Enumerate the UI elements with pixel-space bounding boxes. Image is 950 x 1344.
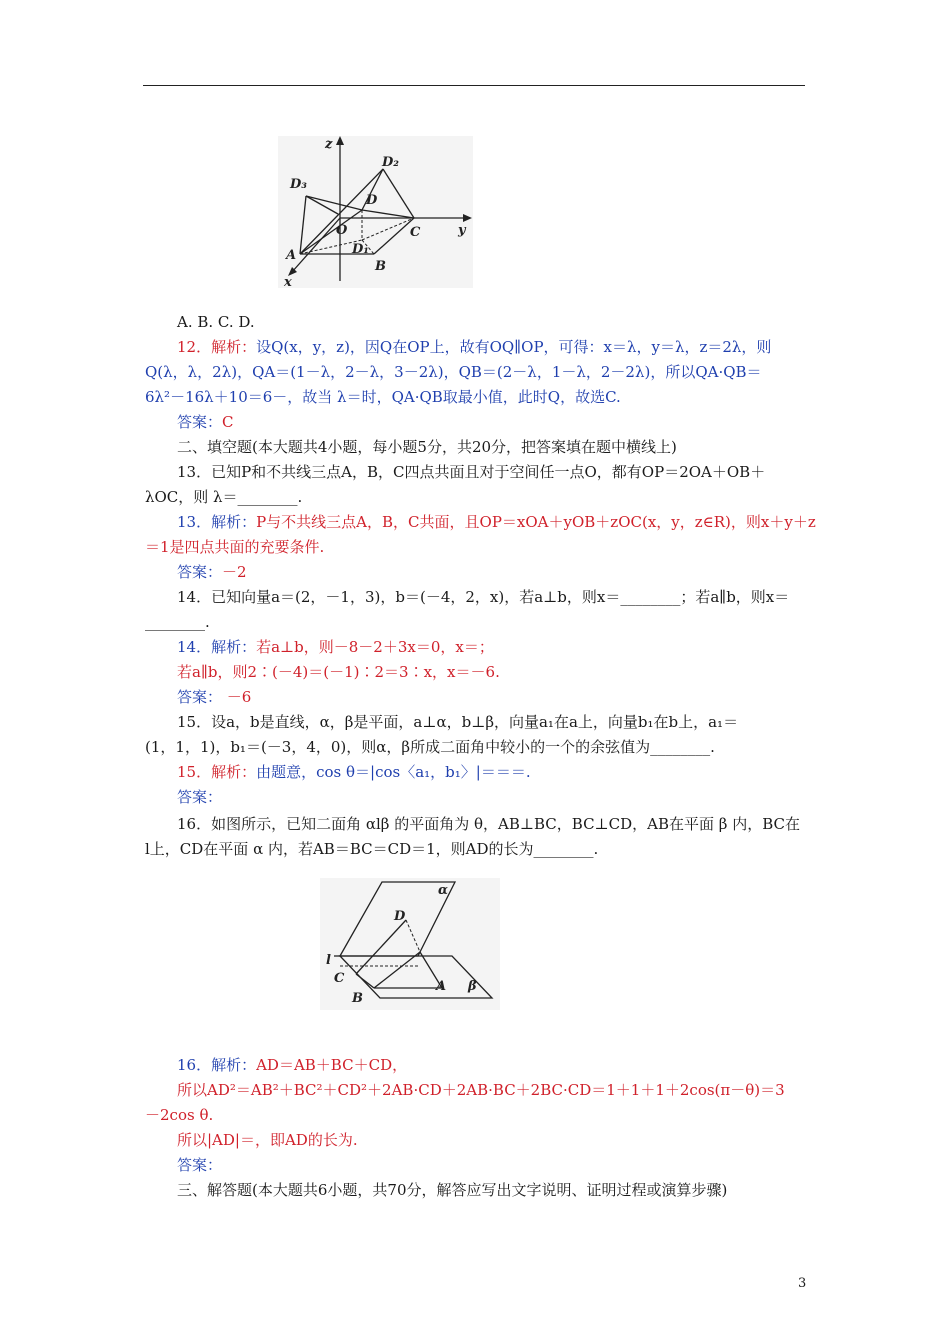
line-q12-answer: 答案：C xyxy=(177,413,234,431)
line-q13-analysis: 13．解析：P与不共线三点A，B，C共面，且OP＝xOA＋yOB＋zOC(x，y，z∈R)，则x＋y＋z xyxy=(177,513,816,531)
line-q15-analysis: 15．解析：由题意，cos θ＝|cos〈a₁，b₁〉|＝＝＝. xyxy=(177,763,531,781)
line-q16-cont2: －2cos θ. xyxy=(145,1106,214,1124)
line-q15-answer: 答案： xyxy=(177,788,223,806)
line-q14-analysis: 14．解析：若a⊥b，则－8－2＋3x＝0，x＝； xyxy=(177,638,494,656)
fig1-label-d2: D₂ xyxy=(382,155,399,170)
line-q12-cont1: Q(λ，λ，2λ)，QA＝(1－λ，2－λ，3－2λ)，QB＝(2－λ，1－λ，2－2λ)，所以QA·QB＝ xyxy=(145,363,762,381)
line-q16: 16．如图所示，已知二面角 αlβ 的平面角为 θ，AB⊥BC，BC⊥CD，AB在平面 β 内，BC在 xyxy=(177,815,800,833)
fig2-label-beta: β xyxy=(468,979,477,994)
fig2-label-l: l xyxy=(326,953,331,968)
line-q16-answer: 答案： xyxy=(177,1156,223,1174)
fig2-label-a: A xyxy=(436,979,447,994)
line-q15: 15．设a，b是直线，α，β是平面，a⊥α，b⊥β，向量a₁在a上，向量b₁在b上，a₁＝ xyxy=(177,713,739,731)
line-q13-cont: λOC，则 λ＝________. xyxy=(145,488,303,506)
line-q13-answer: 答案：－2 xyxy=(177,563,247,581)
fig1-label-o: O xyxy=(336,223,348,238)
line-q13-cont2: ＝1是四点共面的充要条件. xyxy=(145,538,325,556)
line-q12-cont2: 6λ²－16λ＋10＝6－，故当 λ＝时，QA·QB取最小值，此时Q，故选C. xyxy=(145,388,621,406)
fig1-label-y: y xyxy=(458,223,466,238)
figure-dihedral-angle xyxy=(320,878,500,1010)
fig2-label-b: B xyxy=(352,991,363,1006)
fig1-label-z: z xyxy=(325,137,333,152)
line-q13: 13．已知P和不共线三点A，B，C四点共面且对于空间任一点O，都有OP＝2OA＋OB＋ xyxy=(177,463,766,481)
fig1-label-d1: D₁ xyxy=(352,242,369,257)
fig2-label-c: C xyxy=(334,971,345,986)
line-q12-analysis: 12．解析：设Q(x，y，z)，因Q在OP上，故有OQ∥OP，可得：x＝λ，y＝λ，z＝2λ，则 xyxy=(177,338,772,356)
fig2-label-alpha: α xyxy=(438,883,449,898)
fig1-label-x: x xyxy=(284,275,292,288)
line-q14-answer: 答案： －6 xyxy=(177,688,252,706)
line-q16-cont1: 所以AD²＝AB²＋BC²＋CD²＋2AB·CD＋2AB·BC＋2BC·CD＝1＋1＋1＋2cos(π－θ)＝3 xyxy=(177,1081,785,1099)
line-q16-cont: l上，CD在平面 α 内，若AB＝BC＝CD＝1，则AD的长为________. xyxy=(145,840,599,858)
fig2-label-d: D xyxy=(394,909,406,924)
line-q16-cont3: 所以|AD|＝，即AD的长为. xyxy=(177,1131,358,1149)
fig1-label-b: B xyxy=(375,259,386,274)
line-q14-cont: ________. xyxy=(145,613,210,631)
line-q14-cont2: 若a∥b，则2∶(－4)＝(－1)∶2＝3∶x，x＝－6. xyxy=(177,663,500,681)
fig1-label-d3: D₃ xyxy=(290,177,307,192)
fig1-label-d: D xyxy=(366,193,378,208)
line-q14: 14．已知向量a＝(2，－1，3)，b＝(－4，2，x)，若a⊥b，则x＝________；若a∥b，则x＝ xyxy=(177,588,790,606)
line-q16-analysis: 16．解析：AD＝AB＋BC＋CD， xyxy=(177,1056,408,1074)
page-number: 3 xyxy=(798,1276,807,1291)
choice-options: A. B. C. D. xyxy=(177,313,255,331)
line-q15-cont: (1，1，1)，b₁＝(－3，4，0)，则α，β所成二面角中较小的一个的余弦值为________. xyxy=(145,738,715,756)
line-section3-heading: 三、解答题(本大题共6小题，共70分，解答应写出文字说明、证明过程或演算步骤) xyxy=(177,1181,728,1199)
figure-coordinate-diagram xyxy=(278,136,473,288)
fig1-label-c: C xyxy=(410,225,421,240)
header-rule xyxy=(143,85,805,86)
fig1-label-a: A xyxy=(286,248,297,263)
line-section2-heading: 二、填空题(本大题共4小题，每小题5分，共20分，把答案填在题中横线上) xyxy=(177,438,677,456)
